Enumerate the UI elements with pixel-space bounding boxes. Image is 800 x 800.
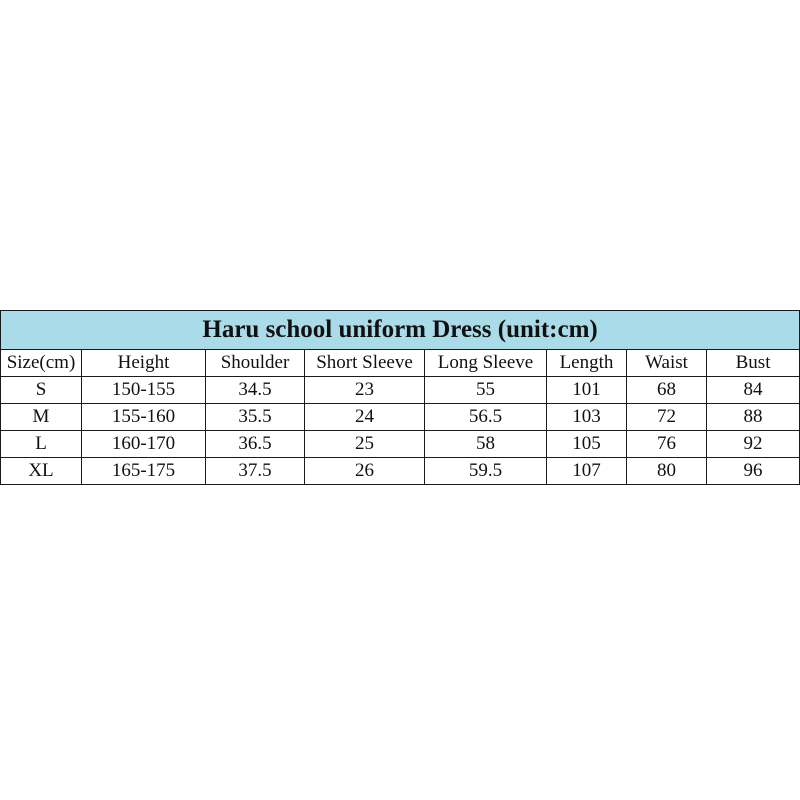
cell-size: S (1, 377, 82, 404)
cell-length: 105 (547, 431, 627, 458)
cell-waist: 72 (627, 404, 707, 431)
table-row (1, 377, 800, 404)
cell-size: XL (1, 458, 82, 485)
header-waist: Waist (627, 350, 707, 377)
cell-length: 107 (547, 458, 627, 485)
header-short-sleeve: Short Sleeve (305, 350, 425, 377)
cell-long-sleeve: 58 (425, 431, 547, 458)
cell-waist: 68 (627, 377, 707, 404)
title-row (1, 311, 800, 350)
cell-length: 101 (547, 377, 627, 404)
cell-height: 150-155 (82, 377, 206, 404)
cell-waist: 80 (627, 458, 707, 485)
header-shoulder: Shoulder (206, 350, 305, 377)
cell-size: M (1, 404, 82, 431)
cell-short-sleeve: 23 (305, 377, 425, 404)
cell-waist: 76 (627, 431, 707, 458)
cell-shoulder: 35.5 (206, 404, 305, 431)
cell-long-sleeve: 56.5 (425, 404, 547, 431)
cell-shoulder: 37.5 (206, 458, 305, 485)
header-bust: Bust (707, 350, 800, 377)
cell-bust: 88 (707, 404, 800, 431)
cell-shoulder: 36.5 (206, 431, 305, 458)
cell-short-sleeve: 25 (305, 431, 425, 458)
cell-size: L (1, 431, 82, 458)
cell-bust: 92 (707, 431, 800, 458)
cell-height: 165-175 (82, 458, 206, 485)
cell-short-sleeve: 26 (305, 458, 425, 485)
cell-long-sleeve: 55 (425, 377, 547, 404)
table-title: Haru school uniform Dress (unit:cm) (1, 311, 800, 350)
table-row (1, 458, 800, 485)
cell-long-sleeve: 59.5 (425, 458, 547, 485)
header-long-sleeve: Long Sleeve (425, 350, 547, 377)
cell-height: 155-160 (82, 404, 206, 431)
table-row (1, 431, 800, 458)
size-chart-table (0, 310, 800, 485)
cell-height: 160-170 (82, 431, 206, 458)
cell-shoulder: 34.5 (206, 377, 305, 404)
table-row (1, 404, 800, 431)
header-height: Height (82, 350, 206, 377)
cell-bust: 84 (707, 377, 800, 404)
cell-short-sleeve: 24 (305, 404, 425, 431)
cell-bust: 96 (707, 458, 800, 485)
header-row (1, 350, 800, 377)
header-size: Size(cm) (1, 350, 82, 377)
cell-length: 103 (547, 404, 627, 431)
header-length: Length (547, 350, 627, 377)
